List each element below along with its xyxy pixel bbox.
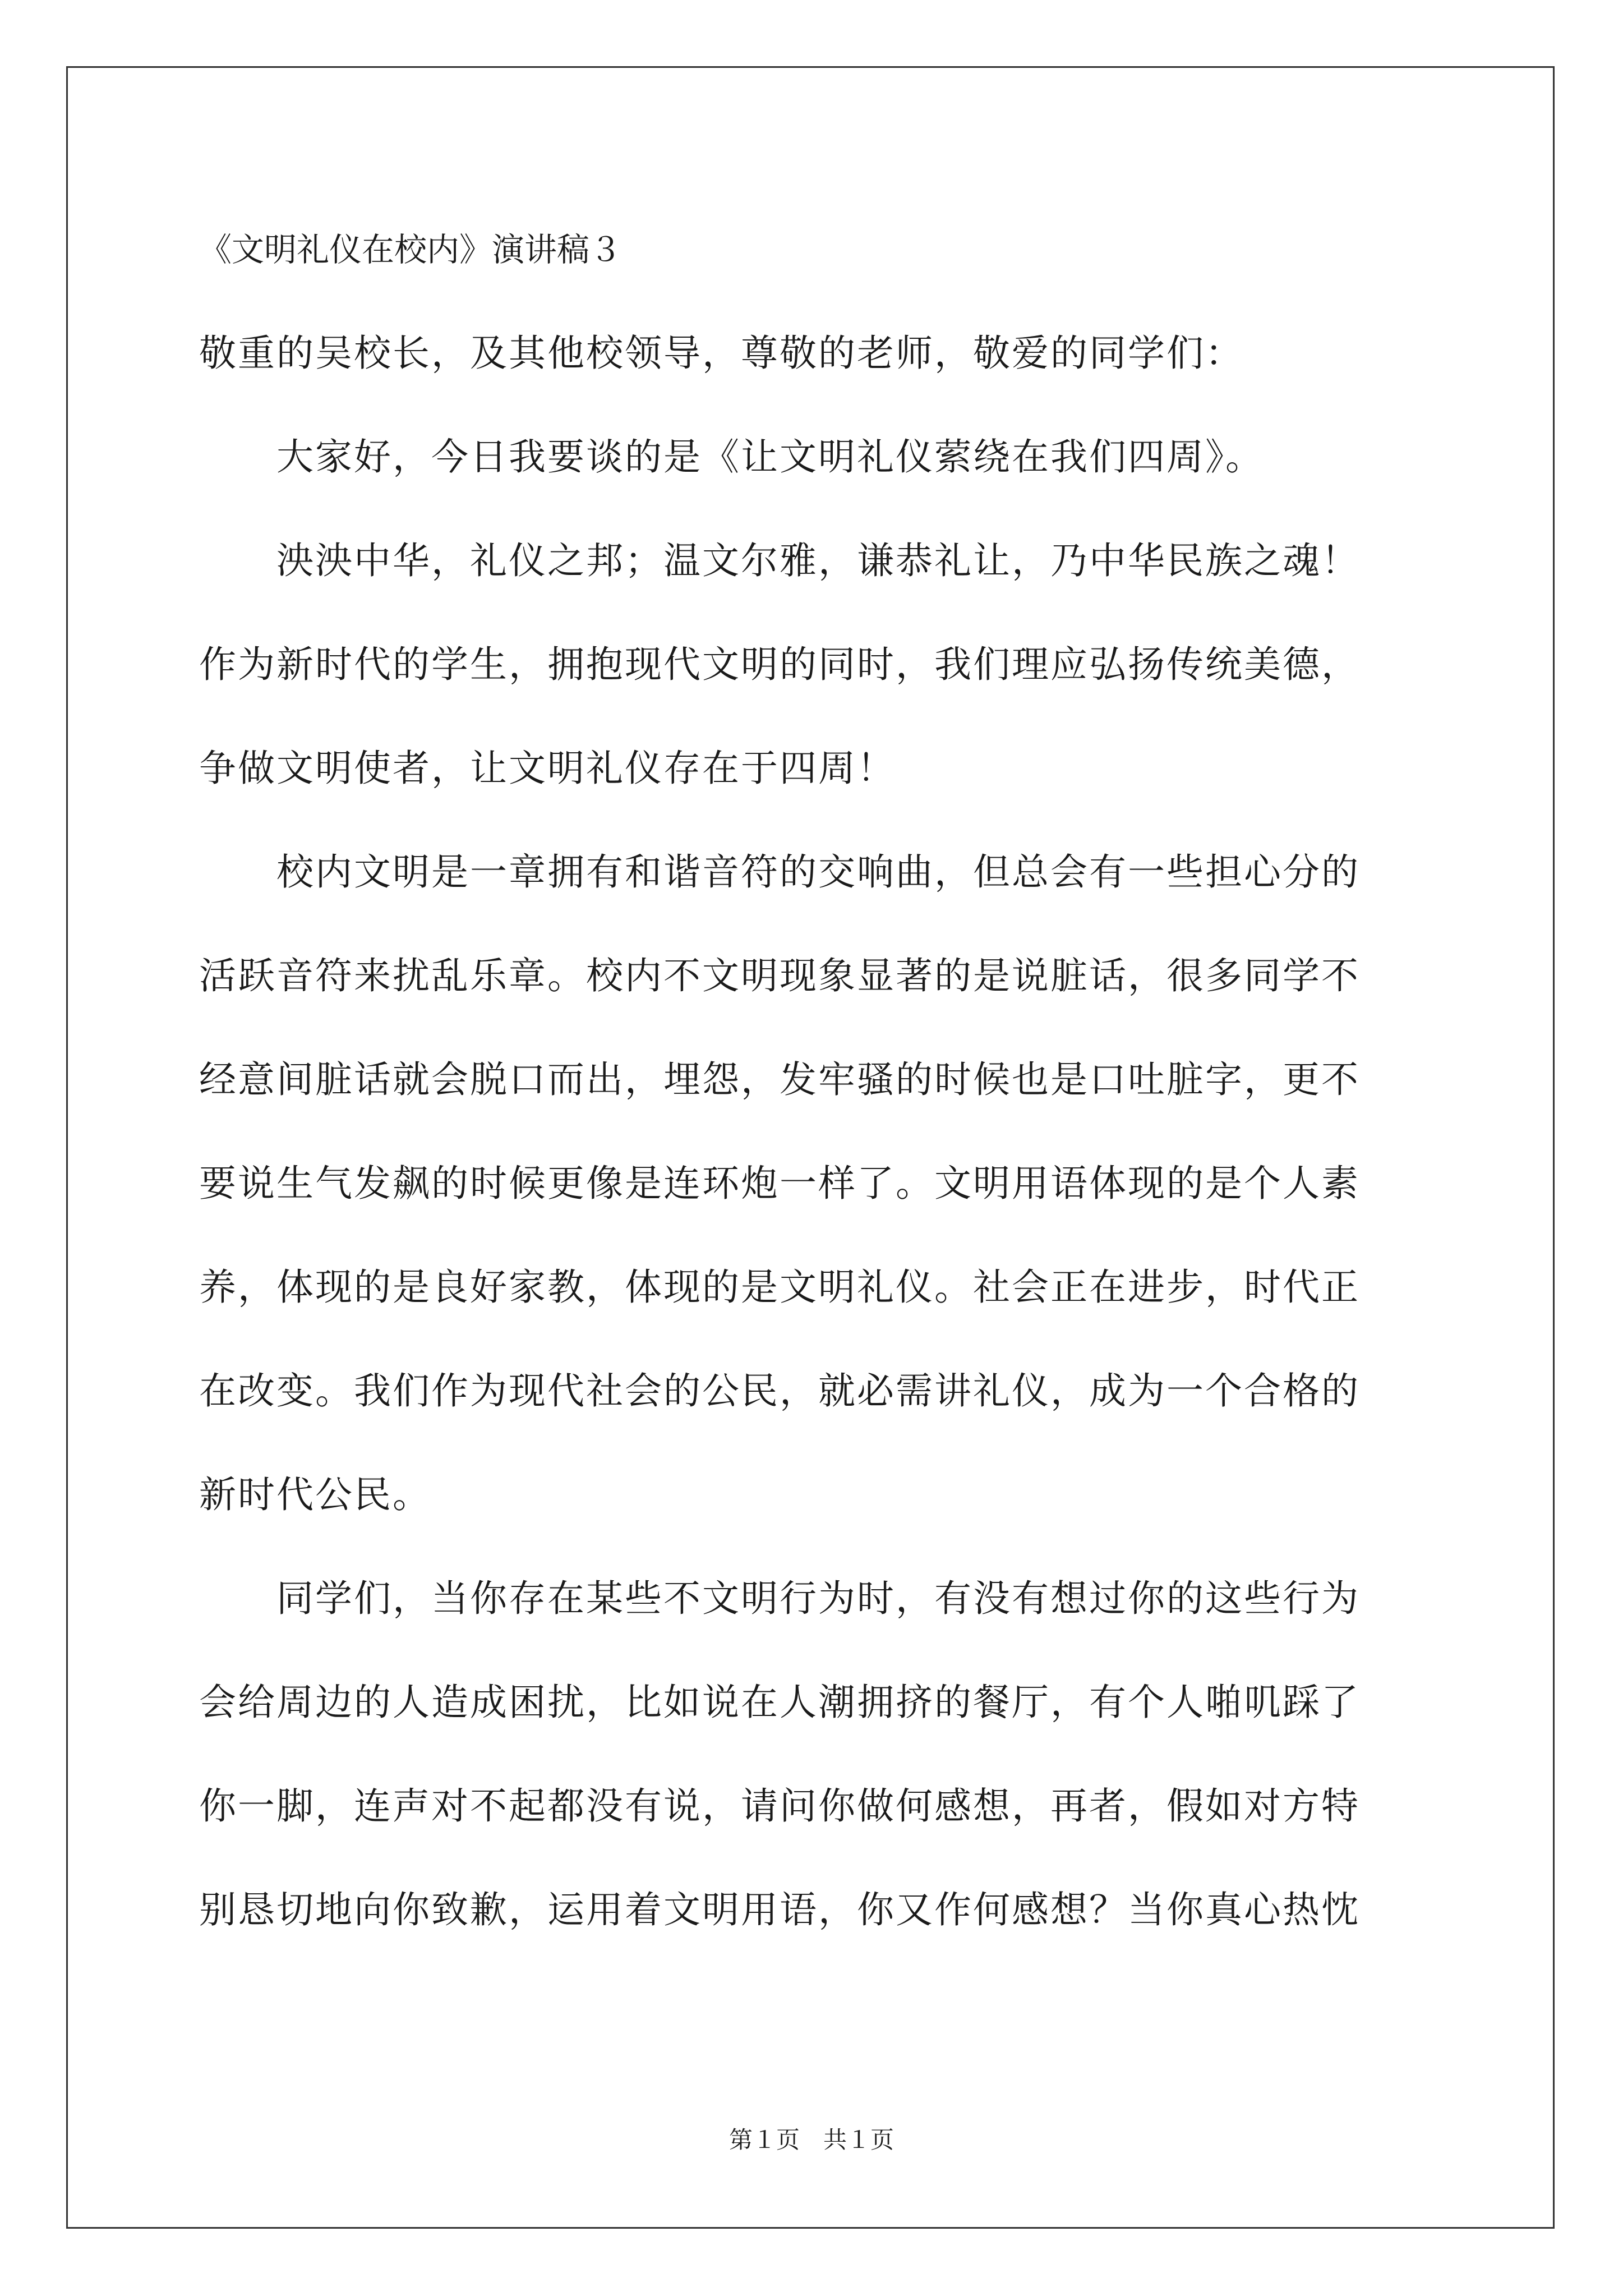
body-line: 校内文明是一章拥有和谐音符的交响曲，但总会有一些担心分的	[199, 850, 1360, 894]
body-line: 要说生气发飙的时候更像是连环炮一样了。文明用语体现的是个人素	[199, 1162, 1360, 1205]
body-line: 会给周边的人造成困扰，比如说在人潮拥挤的餐厅，有个人啪叽踩了	[199, 1681, 1360, 1724]
body-line: 在改变。我们作为现代社会的公民，就必需讲礼仪，成为一个合格的	[199, 1369, 1360, 1412]
body-line: 同学们，当你存在某些不文明行为时，有没有想过你的这些行为	[199, 1577, 1360, 1620]
body-line: 大家好，今日我要谈的是《让文明礼仪萦绕在我们四周》。	[199, 435, 1264, 478]
body-line: 经意间脏话就会脱口而出，埋怨，发牢骚的时候也是口吐脏字，更不	[199, 1058, 1360, 1101]
body-line: 敬重的吴校长，及其他校领导，尊敬的老师，敬爱的同学们：	[199, 332, 1244, 375]
body-line: 你一脚，连声对不起都没有说，请问你做何感想，再者，假如对方特	[199, 1784, 1360, 1828]
body-line: 泱泱中华，礼仪之邦；温文尔雅，谦恭礼让，乃中华民族之魂！	[199, 539, 1360, 582]
body-line: 活跃音符来扰乱乐章。校内不文明现象显著的是说脏话，很多同学不	[199, 954, 1360, 997]
body-line: 作为新时代的学生，拥抱现代文明的同时，我们理应弘扬传统美德，	[199, 643, 1360, 686]
body-line: 养，体现的是良好家教，体现的是文明礼仪。社会正在进步，时代正	[199, 1266, 1360, 1309]
document-title: 《文明礼仪在校内》演讲稿３	[199, 231, 623, 269]
page-footer: 第１页 共１页	[728, 2126, 894, 2154]
body-line: 新时代公民。	[199, 1473, 431, 1516]
body-line: 争做文明使者，让文明礼仪存在于四周！	[199, 747, 896, 790]
body-line: 别恳切地向你致歉，运用着文明用语，你又作何感想？当你真心热忱	[199, 1888, 1360, 1931]
